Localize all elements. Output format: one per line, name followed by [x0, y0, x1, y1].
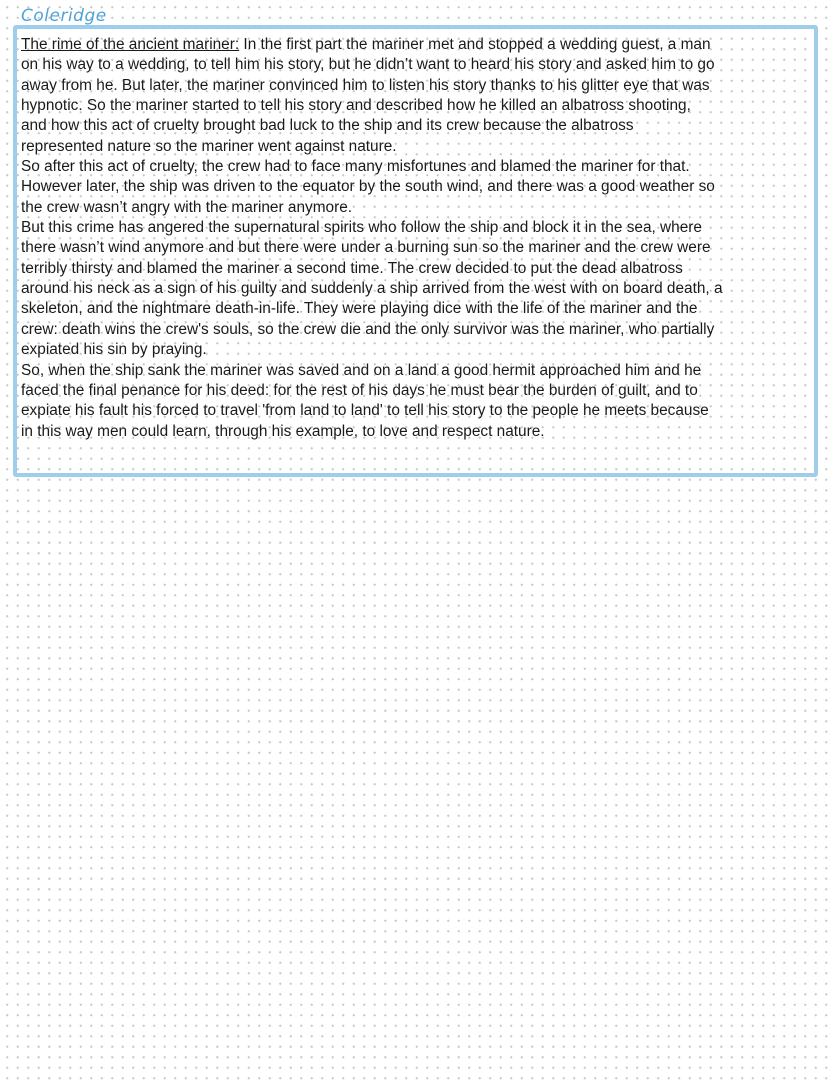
text-line: So, when the ship sank the mariner was saved and on a land a good hermit approached him and he	[21, 361, 702, 379]
text-line: on his way to a wedding, to tell him his story, but he didn’t want to heard his story and asked him to go	[21, 56, 715, 74]
text-line: However later, the ship was driven to the equator by the south wind, and there was a good weather so	[21, 178, 715, 196]
text-line: skeleton, and the nightmare death-in-life. They were playing dice with the life of the mariner and the	[21, 300, 698, 318]
text-line: and how this act of cruelty brought bad luck to the ship and its crew because the albatross	[21, 117, 634, 135]
text-line: expiated his sin by praying.	[21, 341, 207, 359]
text-line	[21, 35, 723, 55]
text-line: away from he. But later, the mariner convinced him to listen his story thanks to his glitter eye that was	[21, 76, 710, 94]
text-line: the crew wasn’t angry with the mariner anymore.	[21, 198, 353, 216]
text-line: terribly thirsty and blamed the mariner a second time. The crew decided to put the dead albatross	[21, 259, 683, 277]
text-line: in this way men could learn, through his example, to love and respect nature.	[21, 422, 545, 440]
text-line: But this crime has angered the supernatural spirits who follow the ship and block it in the sea, where	[21, 219, 702, 237]
text-span: In the first part the mariner met and stopped a wedding guest, a man	[239, 36, 711, 53]
text-line: expiate his fault his forced to travel 'from land to land' to tell his story to the people he meets because	[21, 402, 709, 420]
text-content[interactable]	[21, 35, 723, 442]
text-line: So after this act of cruelty, the crew had to face many misfortunes and blamed the mariner for that.	[21, 158, 690, 176]
heading: The rime of the ancient mariner:	[21, 36, 240, 53]
text-line: there wasn’t wind anymore and but there were under a burning sun so the mariner and the crew were	[21, 239, 711, 257]
text-line: crew: death wins the crew's souls, so the crew die and the only survivor was the mariner, who partially	[21, 320, 715, 338]
text-line: hypnotic. So the mariner started to tell his story and described how he killed an albatross shooting,	[21, 97, 691, 115]
note-title: Coleridge	[21, 6, 107, 26]
text-line: around his neck as a sign of his guilty and suddenly a ship arrived from the west with on board death, a	[21, 280, 723, 298]
text-line: faced the final penance for his deed: for the rest of his days he must bear the burden of guilt, and to	[21, 381, 698, 399]
text-line: represented nature so the mariner went against nature.	[21, 137, 397, 155]
